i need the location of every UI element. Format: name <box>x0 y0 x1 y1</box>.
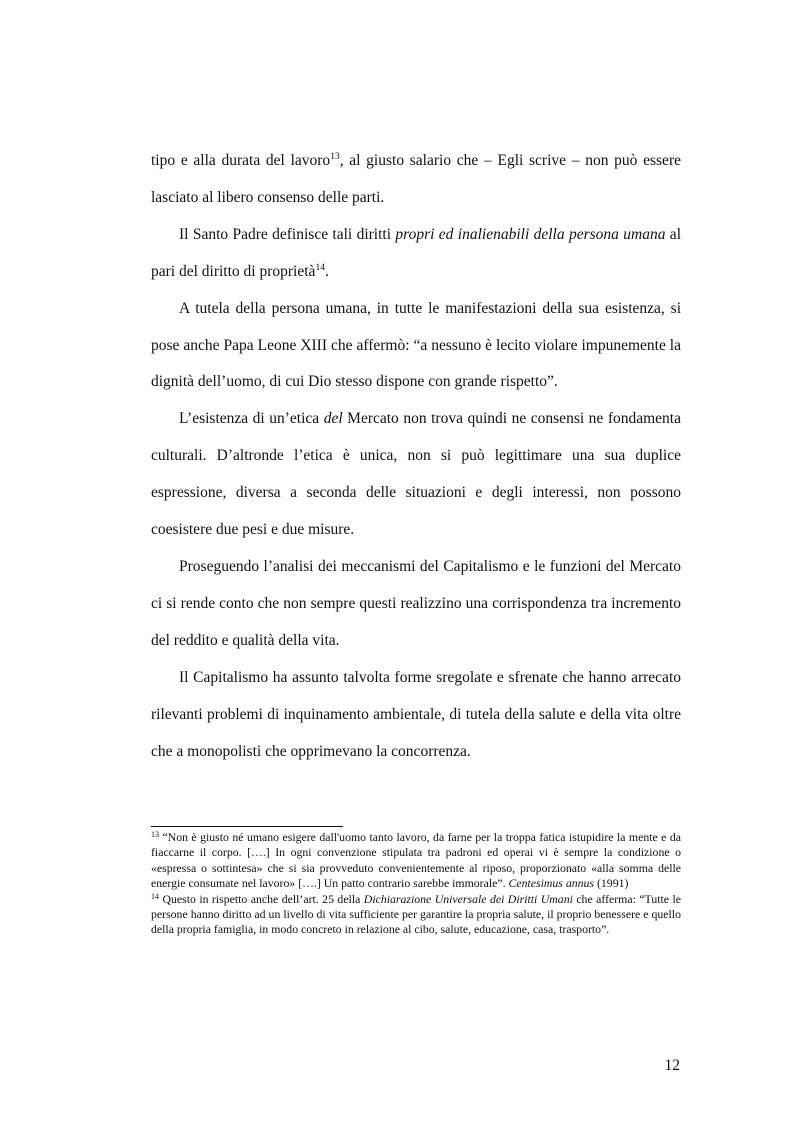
paragraph <box>151 217 681 291</box>
footnote-number: 13 <box>151 830 159 839</box>
paragraph: Proseguendo l’analisi dei meccanismi del Capitalismo e le funzioni del Mercato ci si rende conto che non sempre questi realizzino una corrispondenza tra incremento del reddito e qualità della vita. <box>151 557 681 649</box>
paragraph-text: tipo e alla durata del lavoro <box>151 152 331 169</box>
emphasis-text: del <box>323 410 343 428</box>
paragraph-continuation <box>151 143 681 217</box>
footnote-text: (1991) <box>594 876 629 891</box>
footnote-emphasis: Dichiarazione Universale dei Diritti Umani <box>363 891 573 906</box>
footnote-ref-13: 13 <box>330 152 340 162</box>
page-number: 12 <box>664 1057 680 1074</box>
paragraph-text: . <box>324 262 329 280</box>
paragraph-text: L’esistenza di un’etica <box>179 410 324 428</box>
footnote-number: 14 <box>151 891 159 901</box>
footnote-text: “Non è giusto né umano esigere dall'uomo tanto lavoro, da farne per la troppa fatica istupidire la mente e da fiaccarne il corpo. [….] In ogni convenzione stipulata tra padroni ed operai vi è sempre la condizione o «espressa o sottintesa» che si sia provveduto convenientemente al riposo, proporzionato «alla somma delle energie consumate nel lavoro» [….] Un patto contrario sarebbe immorale”. <box>151 830 681 891</box>
footnote-text: Questo in rispetto anche dell’art. 25 della <box>159 891 364 906</box>
footnotes <box>151 830 681 938</box>
paragraph-text: al pari del diritto di proprietà <box>151 225 681 280</box>
footnote-14 <box>151 892 681 938</box>
footnote-ref-14: 14 <box>315 262 325 273</box>
paragraph-text: , al giusto salario che – Egli scrive – non può essere lasciato al libero consenso delle parti. <box>151 152 681 206</box>
body-text <box>151 143 681 770</box>
footnote-divider <box>151 826 343 827</box>
paragraph: Il Capitalismo ha assunto talvolta forme sregolate e sfrenate che hanno arrecato rilevanti problemi di inquinamento ambientale, di tutela della salute e della vita oltre che a monopolisti che opprimevano la concorrenza. <box>151 668 681 760</box>
emphasis-text: propri ed inalienabili della persona umana <box>395 225 666 243</box>
paragraph-text: Il Santo Padre definisce tali diritti <box>179 225 396 243</box>
footnote-13 <box>151 830 681 892</box>
footnote-emphasis: Centesimus annus <box>508 876 595 891</box>
paragraph-text: Mercato non trova quindi ne consensi ne fondamenta culturali. D’altronde l’etica è unica, non si può legittimare una sua duplice espressione, diversa a seconda delle situazioni e degli interessi, non possono coesistere due pesi e due misure. <box>151 410 681 539</box>
footnote-text: che afferma: “Tutte le persone hanno diritto ad un livello di vita sufficiente per garantire la propria salute, il proprio benessere e quello della propria famiglia, in modo concreto in relazione al cibo, salute, educazione, casa, trasporto”. <box>151 891 681 937</box>
paragraph <box>151 401 681 549</box>
paragraph: A tutela della persona umana, in tutte le manifestazioni della sua esistenza, si pose anche Papa Leone XIII che affermò: “a nessuno è lecito violare impunemente la dignità dell’uomo, di cui Dio stesso dispone con grande rispetto”. <box>151 299 681 391</box>
